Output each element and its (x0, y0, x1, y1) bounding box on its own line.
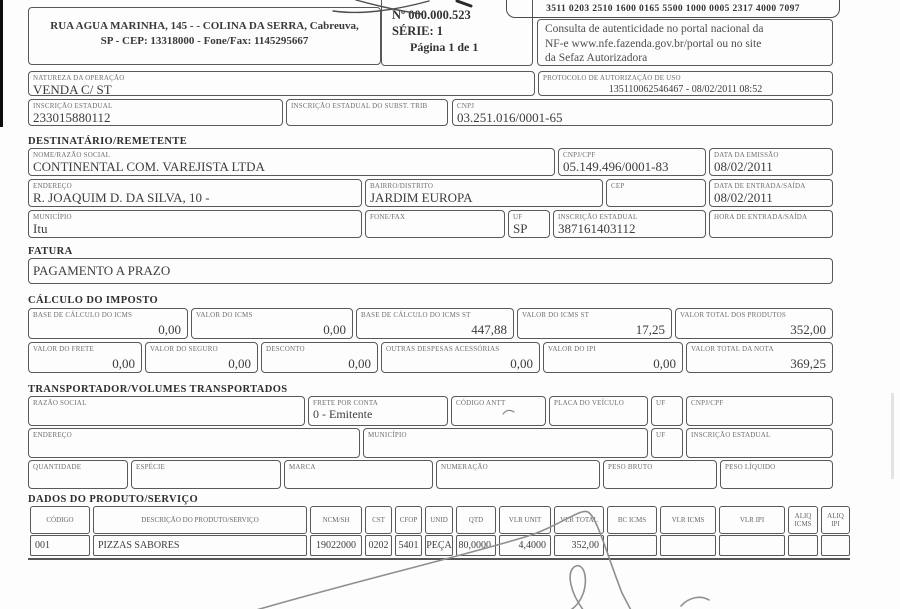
protocolo-field (538, 71, 833, 96)
peso-liquido-value (721, 471, 832, 472)
transportador-section-title: TRANSPORTADOR/VOLUMES TRANSPORTADOS (28, 384, 288, 395)
destinatario-nome-value: CONTINENTAL COM. VAREJISTA LTDA (33, 159, 265, 174)
bc-icms-st-label: BASE DE CÁLCULO DO ICMS ST (361, 311, 471, 319)
produto-unid: PEÇA (425, 535, 453, 556)
transportador-municipio-value (364, 439, 647, 440)
transportador-municipio-field (363, 428, 648, 458)
col-header-bc-icms: BC ICMS (607, 506, 657, 534)
transportador-uf1-value (652, 407, 682, 408)
placa-veiculo-value (550, 407, 647, 408)
data-emissao-label: DATA DA EMISSÃO (714, 151, 779, 159)
data-entrada-value: 08/02/2011 (714, 190, 773, 205)
destinatario-ie-field (553, 210, 706, 238)
peso-bruto-label: PESO BRUTO (608, 463, 653, 471)
valor-icms-st-field (517, 308, 672, 339)
transportador-uf2-label: UF (656, 431, 666, 439)
produto-qtd: 80,0000 (456, 535, 496, 556)
scan-edge-bar (0, 0, 3, 127)
destinatario-ie-label: INSCRIÇÃO ESTADUAL (558, 213, 638, 221)
valor-seguro-label: VALOR DO SEGURO (150, 345, 218, 353)
invoice-page: Página 1 de 1 (410, 40, 479, 54)
bc-icms-st-field (356, 308, 514, 339)
destinatario-nome-field (28, 148, 555, 176)
destinatario-endereco-value: R. JOAQUIM D. DA SILVA, 10 - (33, 190, 210, 205)
transportador-cnpj-value (687, 407, 832, 408)
placa-veiculo-label: PLACA DO VEÍCULO (554, 399, 624, 407)
destinatario-cnpj-field (558, 148, 706, 176)
emitter-address-line2: SP - CEP: 13318000 - Fone/Fax: 1145295667 (100, 35, 309, 47)
natureza-operacao-value: VENDA C/ ST (33, 82, 112, 96)
inscricao-subst-label: INSCRIÇÃO ESTADUAL DO SUBST. TRIB (291, 102, 428, 110)
peso-bruto-field (603, 460, 717, 489)
col-header-unid: UNID (425, 506, 453, 534)
desconto-value: 0,00 (348, 356, 371, 371)
produto-aliq-ipi (821, 535, 850, 556)
produto-descricao: PIZZAS SABORES (93, 535, 307, 556)
produto-vlr-icms (660, 535, 716, 556)
inscricao-subst-value (287, 110, 447, 111)
peso-liquido-label: PESO LÍQUIDO (725, 463, 776, 471)
col-header-ncm: NCM/SH (310, 506, 362, 534)
razao-social-value (29, 407, 304, 408)
emitter-address-box (28, 7, 381, 65)
produto-bc-icms (607, 535, 657, 556)
transportador-uf1-label: UF (656, 399, 666, 407)
uf-field (508, 210, 550, 238)
total-produtos-value: 352,00 (790, 322, 826, 337)
peso-liquido-field (720, 460, 833, 489)
outras-despesas-value: 0,00 (510, 356, 533, 371)
fatura-section-title: FATURA (28, 246, 73, 257)
transportador-cnpj-field (686, 396, 833, 426)
natureza-operacao-field (28, 71, 535, 96)
codigo-antt-value (452, 407, 545, 408)
valor-seguro-field (145, 342, 258, 373)
col-header-descricao: DESCRIÇÃO DO PRODUTO/SERVIÇO (93, 506, 307, 534)
cep-field (606, 179, 706, 207)
fone-fax-value (366, 221, 504, 222)
bc-icms-st-value: 447,88 (471, 322, 507, 337)
valor-icms-st-label: VALOR DO ICMS ST (522, 311, 590, 319)
produto-cst: 0202 (365, 535, 392, 556)
hora-entrada-value (710, 221, 832, 222)
destinatario-cnpj-label: CNPJ/CPF (563, 151, 596, 159)
authenticity-line3: da Sefaz Autorizadora (545, 52, 648, 64)
produto-cfop: 5401 (395, 535, 422, 556)
destinatario-endereco-field (28, 179, 362, 207)
cnpj-emitente-field (452, 99, 833, 126)
col-header-vlr-ipi: VLR IPI (719, 506, 785, 534)
produto-vlr-unit: 4,4000 (499, 535, 551, 556)
col-header-aliq-ipi: ALIQ IPI (821, 506, 850, 534)
imposto-section-title: CÁLCULO DO IMPOSTO (28, 295, 159, 306)
valor-frete-value: 0,00 (112, 356, 135, 371)
produto-vlr-total: 352,00 (554, 535, 604, 556)
produto-vlr-ipi (719, 535, 785, 556)
col-header-cfop: CFOP (395, 506, 422, 534)
cep-value (607, 190, 705, 191)
frete-por-conta-field (308, 396, 448, 426)
produto-ncm: 19022000 (310, 535, 362, 556)
municipio-field (28, 210, 362, 238)
total-nota-value: 369,25 (790, 356, 826, 371)
produtos-section-title: DADOS DO PRODUTO/SERVIÇO (28, 494, 199, 505)
col-header-vlr-total: VLR TOTAL (554, 506, 604, 534)
protocolo-value: 135110062546467 - 08/02/2011 08:52 (608, 84, 763, 95)
data-emissao-value: 08/02/2011 (714, 159, 773, 174)
destinatario-endereco-label: ENDEREÇO (33, 182, 72, 190)
peso-bruto-value (604, 471, 716, 472)
numeracao-field (436, 460, 600, 489)
transportador-ie-value (687, 439, 832, 440)
fatura-value: PAGAMENTO A PRAZO (33, 263, 171, 278)
numeracao-value (437, 471, 599, 472)
outras-despesas-label: OUTRAS DESPESAS ACESSÓRIAS (386, 345, 500, 353)
inscricao-subst-field (286, 99, 448, 126)
invoice-number: Nº 000.000.523 (392, 8, 471, 22)
valor-frete-field (28, 342, 142, 373)
valor-ipi-field (543, 342, 683, 373)
desconto-field (261, 342, 378, 373)
municipio-value: Itu (33, 221, 48, 236)
razao-social-field (28, 396, 305, 426)
signature-stroke-tail (681, 597, 709, 606)
hora-entrada-label: HORA DE ENTRADA/SAÍDA (714, 213, 808, 221)
valor-ipi-value: 0,00 (653, 356, 676, 371)
scan-streak (891, 393, 894, 479)
destinatario-section-title: DESTINATÁRIO/REMETENTE (28, 136, 188, 147)
bairro-field (365, 179, 603, 207)
col-header-vlr-unit: VLR UNIT (499, 506, 551, 534)
placa-veiculo-field (549, 396, 648, 426)
destinatario-nome-label: NOME/RAZÃO SOCIAL (33, 151, 111, 159)
access-key: 3511 0203 2510 1600 0165 5500 1000 0005 2317 4000 7097 (546, 4, 800, 14)
hora-entrada-field (709, 210, 833, 238)
valor-frete-label: VALOR DO FRETE (33, 345, 95, 353)
valor-icms-st-value: 17,25 (635, 322, 665, 337)
codigo-antt-field (451, 396, 546, 426)
especie-value (132, 471, 280, 472)
especie-label: ESPÉCIE (136, 463, 166, 471)
bc-icms-value: 0,00 (158, 322, 181, 337)
outras-despesas-field (381, 342, 540, 373)
cnpj-emitente-value: 03.251.016/0001-65 (457, 110, 563, 125)
data-emissao-field (709, 148, 833, 176)
fone-fax-label: FONE/FAX (370, 213, 406, 221)
transportador-endereco-label: ENDEREÇO (33, 431, 72, 439)
authenticity-line1: Consulta de autenticidade no portal nacional da (545, 23, 764, 35)
natureza-operacao-label: NATUREZA DA OPERAÇÃO (33, 74, 125, 82)
frete-por-conta-value: 0 - Emitente (313, 407, 373, 421)
total-nota-field (686, 342, 833, 373)
valor-ipi-label: VALOR DO IPI (548, 345, 596, 353)
uf-label: UF (513, 213, 523, 221)
transportador-cnpj-label: CNPJ/CPF (691, 399, 724, 407)
produto-codigo: 001 (30, 535, 90, 556)
transportador-uf2-value (652, 439, 682, 440)
valor-icms-value: 0,00 (323, 322, 346, 337)
fatura-field (28, 258, 833, 284)
valor-icms-field (191, 308, 353, 339)
codigo-antt-label: CÓDIGO ANTT (456, 399, 506, 407)
transportador-ie-field (686, 428, 833, 458)
total-produtos-field (675, 308, 833, 339)
marca-field (284, 460, 433, 489)
bairro-value: JARDIM EUROPA (370, 190, 473, 205)
cnpj-emitente-label: CNPJ (457, 102, 475, 110)
especie-field (131, 460, 281, 489)
col-header-qtd: QTD (456, 506, 496, 534)
marca-value (285, 471, 432, 472)
table-bottom-rule (28, 558, 850, 560)
desconto-label: DESCONTO (266, 345, 305, 353)
quantidade-field (28, 460, 128, 489)
signature-stroke-loop (556, 566, 585, 609)
valor-seguro-value: 0,00 (228, 356, 251, 371)
col-header-codigo: CÓDIGO (30, 506, 90, 534)
cep-label: CEP (611, 182, 625, 190)
produto-aliq-icms (788, 535, 818, 556)
destinatario-cnpj-value: 05.149.496/0001-83 (563, 159, 669, 174)
data-entrada-field (709, 179, 833, 207)
total-produtos-label: VALOR TOTAL DOS PRODUTOS (680, 311, 786, 319)
transportador-endereco-field (28, 428, 360, 458)
inscricao-estadual-label: INSCRIÇÃO ESTADUAL (33, 102, 113, 110)
valor-icms-label: VALOR DO ICMS (196, 311, 253, 319)
bc-icms-field (28, 308, 188, 339)
numeracao-label: NUMERAÇÃO (441, 463, 488, 471)
fone-fax-field (365, 210, 505, 238)
inscricao-estadual-field (28, 99, 283, 126)
data-entrada-label: DATA DE ENTRADA/SAÍDA (714, 182, 806, 190)
inscricao-estadual-value: 233015880112 (33, 110, 111, 125)
quantidade-value (29, 471, 127, 472)
bc-icms-label: BASE DE CÁLCULO DO ICMS (33, 311, 133, 319)
access-key-box (506, 0, 840, 18)
municipio-label: MUNICÍPIO (33, 213, 72, 221)
col-header-aliq-icms: ALIQ ICMS (788, 506, 818, 534)
protocolo-label: PROTOCOLO DE AUTORIZAÇÃO DE USO (543, 74, 681, 82)
quantidade-label: QUANTIDADE (33, 463, 82, 471)
transportador-ie-label: INSCRIÇÃO ESTADUAL (691, 431, 771, 439)
transportador-uf2-field (651, 428, 683, 458)
destinatario-ie-value: 387161403112 (558, 221, 636, 236)
total-nota-label: VALOR TOTAL DA NOTA (691, 345, 774, 353)
marca-label: MARCA (289, 463, 316, 471)
razao-social-label: RAZÃO SOCIAL (33, 399, 87, 407)
authenticity-note-box (537, 19, 833, 66)
transportador-uf1-field (651, 396, 683, 426)
uf-value: SP (513, 221, 528, 236)
bairro-label: BAIRRO/DISTRITO (370, 182, 434, 190)
col-header-vlr-icms: VLR ICMS (660, 506, 716, 534)
authenticity-line2: NF-e www.nfe.fazenda.gov.br/portal ou no site (545, 37, 762, 50)
col-header-cst: CST (365, 506, 392, 534)
invoice-serie: SÉRIE: 1 (392, 24, 444, 38)
emitter-address-line1: RUA AGUA MARINHA, 145 - - COLINA DA SERRA, Cabreuva, (50, 20, 359, 32)
transportador-municipio-label: MUNICÍPIO (368, 431, 407, 439)
frete-por-conta-label: FRETE POR CONTA (313, 399, 379, 407)
transportador-endereco-value (29, 439, 359, 440)
